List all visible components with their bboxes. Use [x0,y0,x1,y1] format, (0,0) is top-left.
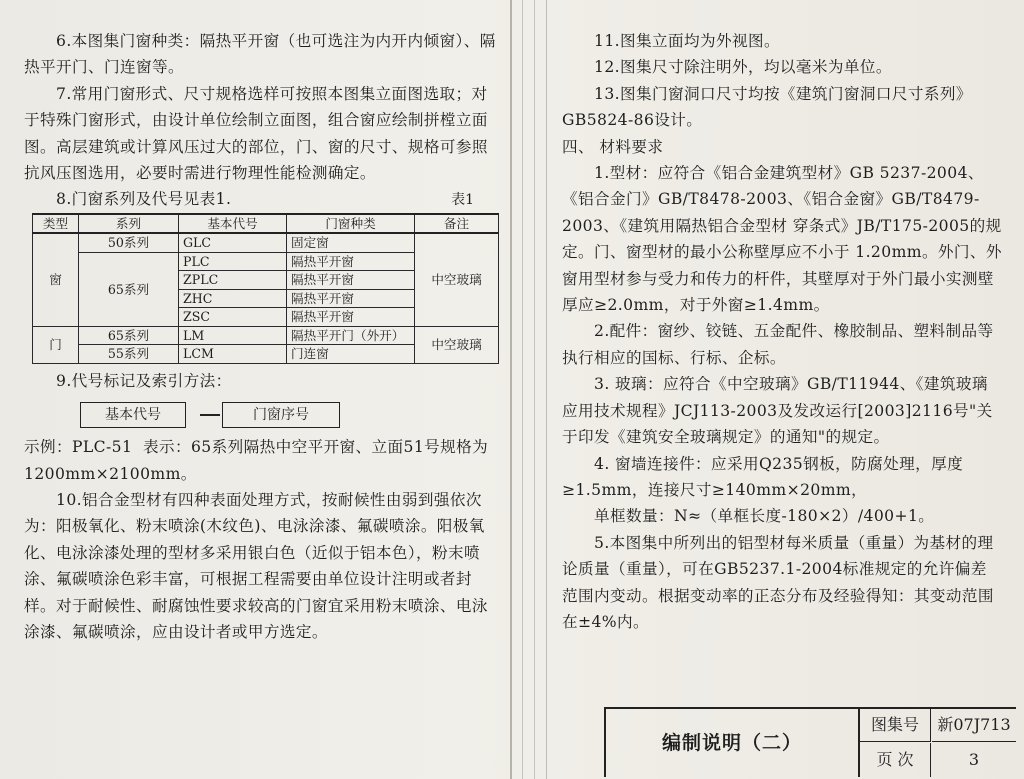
paragraph-6: 6.本图集门窗种类：隔热平开窗（也可选注为内开内倾窗）、隔热平开门、门连窗等。 [24,32,496,77]
paragraph-9: 9.代号标记及索引方法： [56,371,232,390]
paragraph-10: 10.铝合金型材有四种表面处理方式，按耐候性由弱到强依次为：阳极氧化、粉末喷涂(木纹色)、电泳涂漆、氟碳喷涂。阳极氧化、电泳涂漆处理的型材多采用银白色（近似于铝本色），粉末喷涂、氟碳喷涂色彩丰富，可根据工程需要由单位设计注明或者封样。对于耐候性、耐腐蚀性要求较高的门窗宜采用粉末喷涂、电泳涂漆、氟碳喷涂，应由设计者或甲方选定。 [24,491,488,642]
header-kind: 门窗种类 [287,214,415,234]
header-code: 基本代号 [179,214,287,234]
kind-cell: 隔热平开窗 [287,271,415,290]
type-window: 窗 [33,233,79,326]
header-note: 备注 [415,214,499,234]
kind-cell: 门连窗 [287,345,415,364]
material-1: 1.型材：应符合《铝合金建筑型材》GB 5237-2004、《铝合金门》GB/T8478-2003、《铝合金窗》GB/T8479-2003、《建筑用隔热铝合金型材 穿条式》JB/T175-2005的规定。门、窗型材的最小公称壁厚应不小于 1.20mm。外门、外窗用型材参与受力和传力的杆件，其壁厚对于外门最小实测壁厚应≥2.0mm，对于外窗≥1.4mm。 [562,164,1002,315]
code-cell: ZHC [179,289,287,308]
title-block [604,707,1016,777]
material-4-formula: 单框数量：N≈（单框长度-180×2）/400+1。 [594,507,935,526]
material-3: 3. 玻璃：应符合《中空玻璃》GB/T11944、《建筑玻璃应用技术规程》JCJ113-2003及发改运行[2003]2116号"关于印发《建筑安全玻璃规定》的通知"的规定。 [562,375,993,447]
paragraph-13: 13.图集门窗洞口尺寸均按《建筑门窗洞口尺寸系列》GB5824-86设计。 [562,84,972,130]
code-marking-diagram [24,398,502,434]
type-door: 门 [33,326,79,363]
table-row [33,233,499,252]
kind-cell: 隔热平开窗 [287,308,415,327]
dash-connector [200,414,220,416]
series-cell: 65系列 [79,326,179,345]
kind-cell: 隔热平开窗 [287,252,415,271]
basic-code-box: 基本代号 [80,402,186,428]
kind-cell: 固定窗 [287,233,415,252]
code-cell: GLC [179,233,287,252]
left-column [24,28,502,646]
gutter-bars [504,0,562,779]
atlas-number-label: 图集号 [860,709,931,742]
table-header-row [33,214,499,234]
example-text: 示例：PLC-51 表示：65系列隔热中空平开窗、立面51号规格为1200mm×2100mm。 [24,438,489,483]
code-cell: LCM [179,345,287,364]
material-5: 5.本图集中所列出的铝型材每米质量（重量）为基材的理论质量（重量），可在GB5237.1-2004标准规定的允许偏差范围内变动。根据变动率的正态分布及经验得知：其变动范围在±4%内。 [562,533,994,631]
paragraph-11: 11.图集立面均为外视图。 [594,32,780,50]
header-series: 系列 [79,214,179,234]
page-label: 页 次 [860,743,931,777]
code-cell: ZPLC [179,271,287,290]
paragraph-7: 7.常用门窗形式、尺寸规格选样可按照本图集立面图选取；对于特殊门窗形式，由设计单位绘制立面图，组合窗应绘制拼樘立面图。高层建筑或计算风压过大的部位，门、窗的尺寸、规格可参照抗风压图选用，必要时需进行物理性能检测确定。 [24,84,488,183]
series-table [32,213,499,364]
code-cell: ZSC [179,308,287,327]
page-number: 3 [968,750,980,769]
code-cell: PLC [179,252,287,271]
kind-cell: 隔热平开门（外开） [287,326,415,345]
note-door: 中空玻璃 [415,326,499,363]
material-2: 2.配件：窗纱、铰链、五金配件、橡胶制品、塑料制品等执行相应的国标、行标、企标。 [562,322,994,367]
table-row [33,326,499,345]
paragraph-8: 8.门窗系列及代号见表1. [56,190,232,209]
series-cell: 50系列 [79,233,179,252]
sheet-title: 编制说明（二） [606,709,860,777]
code-cell: LM [179,326,287,345]
material-4: 4. 窗墙连接件：应采用Q235钢板，防腐处理，厚度≥1.5mm，连接尺寸≥140mm×20mm， [562,454,964,499]
series-cell: 55系列 [79,345,179,364]
kind-cell: 隔热平开窗 [287,289,415,308]
note-window: 中空玻璃 [415,233,499,326]
paragraph-12: 12.图集尺寸除注明外，均以毫米为单位。 [594,58,892,77]
series-cell: 65系列 [79,252,179,326]
atlas-number-value: 新07J713 [932,709,1016,742]
header-type: 类型 [33,214,79,234]
section-heading-materials: 四、 材料要求 [562,137,664,156]
right-column [562,28,1002,635]
table-caption: 表1 [451,191,474,208]
sequence-number-box: 门窗序号 [222,402,340,428]
